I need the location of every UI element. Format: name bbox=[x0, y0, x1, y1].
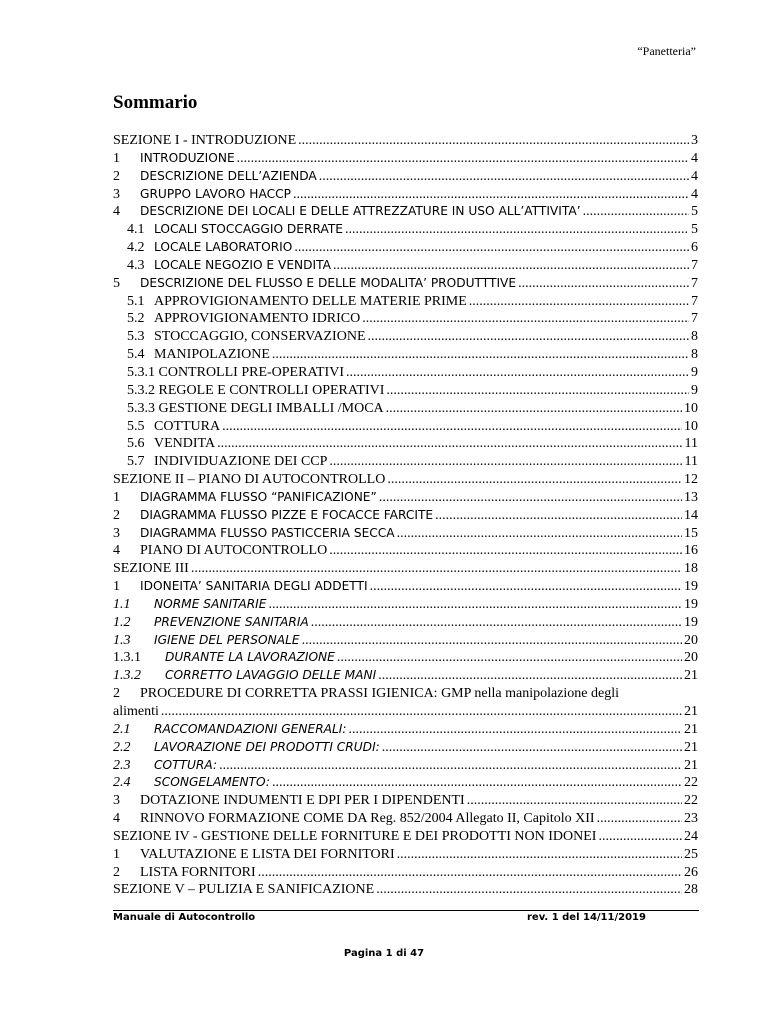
toc-entry-page: 8 bbox=[691, 329, 698, 345]
toc-entry[interactable] bbox=[113, 364, 698, 382]
toc-entry[interactable] bbox=[113, 810, 698, 828]
toc-entry[interactable] bbox=[113, 453, 698, 471]
toc-entry-page: 14 bbox=[684, 507, 698, 523]
toc-entry-page: 22 bbox=[684, 793, 698, 809]
toc-leader-dots bbox=[161, 703, 682, 721]
toc-entry-label: DIAGRAMMA FLUSSO “PANIFICAZIONE” bbox=[140, 489, 377, 504]
toc-leader-dots bbox=[272, 346, 689, 364]
toc-entry[interactable] bbox=[113, 328, 698, 346]
toc-leader-dots bbox=[329, 542, 682, 560]
toc-entry-number: 2 bbox=[113, 507, 120, 523]
toc-entry-label: DESCRIZIONE DELL’AZIENDA bbox=[140, 168, 317, 183]
toc-entry[interactable] bbox=[113, 846, 698, 864]
toc-entry-label: LOCALE LABORATORIO bbox=[154, 240, 293, 255]
toc-leader-dots bbox=[349, 721, 683, 739]
toc-entry-label: SEZIONE I - INTRODUZIONE bbox=[113, 133, 297, 148]
toc-entry-page: 7 bbox=[691, 257, 698, 273]
toc-entry-number: 2 bbox=[113, 168, 120, 184]
toc-entry-label: COTTURA: bbox=[154, 757, 218, 772]
toc-entry-number: 4 bbox=[113, 811, 120, 827]
toc-leader-dots bbox=[219, 757, 682, 775]
toc-entry-label: DIAGRAMMA FLUSSO PIZZE E FOCACCE FARCITE bbox=[140, 507, 434, 522]
toc-entry-number: 5.3 bbox=[127, 329, 145, 345]
toc-entry-label: PIANO DI AUTOCONTROLLO bbox=[140, 543, 328, 559]
toc-entry-number: 1 bbox=[113, 150, 120, 166]
toc-entry[interactable] bbox=[113, 649, 698, 667]
toc-entry-page: 24 bbox=[684, 828, 698, 844]
toc-entry[interactable] bbox=[113, 132, 698, 150]
toc-entry[interactable] bbox=[113, 150, 698, 168]
toc-leader-dots bbox=[397, 525, 682, 543]
toc-entry[interactable] bbox=[113, 542, 698, 560]
toc-entry[interactable] bbox=[113, 435, 698, 453]
toc-entry-page: 25 bbox=[684, 846, 698, 862]
toc-entry-number: 2.1 bbox=[113, 721, 131, 737]
toc-entry[interactable] bbox=[113, 757, 698, 775]
toc-entry-number: 1 bbox=[113, 489, 120, 505]
toc-entry-number: 5.4 bbox=[127, 347, 145, 363]
toc-entry[interactable] bbox=[113, 275, 698, 293]
toc-entry-page: 4 bbox=[691, 186, 698, 202]
document-name-header: “Panetteria” bbox=[637, 44, 696, 58]
toc-leader-dots bbox=[386, 382, 689, 400]
footer-manual-title: Manuale di Autocontrollo bbox=[113, 912, 256, 923]
toc-entry-number: 5.2 bbox=[127, 311, 145, 327]
toc-entry[interactable] bbox=[113, 471, 698, 489]
toc-entry-label: LOCALE NEGOZIO E VENDITA bbox=[154, 257, 331, 272]
toc-entry-label: APPROVIGIONAMENTO DELLE MATERIE PRIME bbox=[154, 293, 467, 309]
toc-entry[interactable] bbox=[113, 525, 698, 543]
toc-entry-number: 4 bbox=[113, 204, 120, 220]
toc-entry-number: 5.6 bbox=[127, 436, 145, 452]
toc-entry-label: STOCCAGGIO, CONSERVAZIONE bbox=[154, 329, 366, 345]
toc-entry-label: SEZIONE V – PULIZIA E SANIFICAZIONE bbox=[113, 882, 375, 898]
toc-entry-page: 20 bbox=[684, 632, 698, 648]
toc-entry-page: 3 bbox=[691, 133, 698, 148]
toc-entry[interactable] bbox=[113, 168, 698, 186]
table-of-contents bbox=[113, 132, 698, 899]
toc-leader-dots bbox=[293, 186, 689, 204]
toc-entry-number: 3 bbox=[113, 525, 120, 541]
toc-entry-page: 18 bbox=[684, 561, 698, 577]
toc-entry-page: 9 bbox=[691, 364, 698, 380]
toc-entry[interactable] bbox=[113, 596, 698, 614]
toc-leader-dots bbox=[435, 507, 682, 525]
toc-entry-label: IGIENE DEL PERSONALE bbox=[154, 632, 300, 647]
toc-entry[interactable] bbox=[113, 828, 698, 846]
toc-entry-page: 20 bbox=[684, 650, 698, 666]
toc-entry-page: 26 bbox=[684, 864, 698, 880]
toc-entry-page: 21 bbox=[684, 721, 698, 737]
toc-entry-label: IDONEITA’ SANITARIA DEGLI ADDETTI bbox=[140, 579, 368, 594]
toc-entry[interactable] bbox=[113, 257, 698, 275]
toc-entry[interactable] bbox=[113, 792, 698, 810]
toc-leader-dots bbox=[294, 239, 689, 257]
toc-leader-dots bbox=[362, 310, 689, 328]
toc-leader-dots bbox=[311, 614, 682, 632]
toc-leader-dots bbox=[518, 275, 689, 293]
toc-leader-dots bbox=[268, 596, 682, 614]
toc-entry-number: 1.1 bbox=[113, 596, 131, 612]
toc-entry-number: 5.1 bbox=[127, 293, 145, 309]
toc-entry-label: DOTAZIONE INDUMENTI E DPI PER I DIPENDENTI bbox=[140, 793, 465, 809]
toc-leader-dots bbox=[346, 364, 689, 382]
toc-entry-label: SEZIONE IV - GESTIONE DELLE FORNITURE E DEI PRODOTTI NON IDONEI bbox=[113, 828, 597, 844]
toc-entry[interactable] bbox=[113, 239, 698, 257]
toc-entry-label: PREVENZIONE SANITARIA bbox=[154, 614, 309, 629]
toc-entry-number: 4.3 bbox=[127, 257, 145, 273]
toc-entry-number: 1 bbox=[113, 846, 120, 862]
toc-leader-dots bbox=[382, 739, 682, 757]
toc-entry-page: 10 bbox=[684, 418, 698, 434]
toc-entry-page: 4 bbox=[691, 168, 698, 184]
toc-entry[interactable] bbox=[113, 186, 698, 204]
toc-entry-page: 7 bbox=[691, 293, 698, 309]
toc-entry[interactable] bbox=[113, 293, 698, 311]
toc-leader-dots bbox=[583, 203, 689, 221]
toc-entry-number: 4.2 bbox=[127, 240, 145, 256]
toc-entry-page: 5 bbox=[691, 222, 698, 238]
toc-leader-dots bbox=[298, 132, 689, 150]
toc-entry-label: SEZIONE III bbox=[113, 561, 189, 577]
toc-entry[interactable] bbox=[113, 382, 698, 400]
toc-entry-label: MANIPOLAZIONE bbox=[154, 347, 270, 363]
toc-entry-page: 22 bbox=[684, 775, 698, 791]
toc-leader-dots bbox=[376, 881, 682, 899]
toc-entry-page: 23 bbox=[684, 811, 698, 827]
toc-entry[interactable] bbox=[113, 400, 698, 418]
toc-entry-number: 4 bbox=[113, 543, 120, 559]
toc-entry-page: 12 bbox=[684, 472, 698, 488]
toc-entry-page: 21 bbox=[684, 704, 698, 719]
toc-entry-page: 21 bbox=[684, 757, 698, 773]
page-title: Sommario bbox=[113, 92, 198, 113]
toc-leader-dots bbox=[469, 293, 689, 311]
toc-entry-page: 11 bbox=[684, 454, 698, 470]
toc-entry[interactable] bbox=[113, 203, 698, 221]
toc-entry-label: SEZIONE II – PIANO DI AUTOCONTROLLO bbox=[113, 472, 386, 488]
toc-entry-label: RACCOMANDAZIONI GENERALI: bbox=[154, 721, 347, 736]
toc-entry-label: SCONGELAMENTO: bbox=[154, 775, 270, 790]
toc-entry-page: 6 bbox=[691, 240, 698, 256]
toc-entry-page: 15 bbox=[684, 525, 698, 541]
toc-leader-dots bbox=[386, 400, 682, 418]
toc-entry-page: 21 bbox=[684, 668, 698, 684]
toc-entry-label: GRUPPO LAVORO HACCP bbox=[140, 186, 291, 201]
toc-leader-dots bbox=[337, 649, 682, 667]
toc-leader-dots bbox=[597, 810, 682, 828]
toc-entry-page: 8 bbox=[691, 347, 698, 363]
toc-entry[interactable] bbox=[113, 632, 698, 650]
toc-entry-page: 4 bbox=[691, 150, 698, 166]
toc-leader-dots bbox=[379, 489, 682, 507]
toc-leader-dots bbox=[387, 471, 682, 489]
toc-entry[interactable] bbox=[113, 578, 698, 596]
toc-leader-dots bbox=[598, 828, 682, 846]
toc-entry-label: VENDITA bbox=[154, 436, 216, 452]
toc-entry-page: 13 bbox=[684, 489, 698, 505]
toc-entry-label: DESCRIZIONE DEL FLUSSO E DELLE MODALITA’ PRODUTTTIVE bbox=[140, 275, 517, 290]
toc-entry-number: 5 bbox=[113, 275, 120, 291]
toc-entry-label: 5.3.2 REGOLE E CONTROLLI OPERATIVI bbox=[127, 382, 385, 398]
toc-entry-number: 2 bbox=[113, 864, 120, 880]
toc-entry-number: 2.3 bbox=[113, 757, 131, 773]
toc-entry-label: APPROVIGIONAMENTO IDRICO bbox=[154, 311, 361, 327]
toc-entry-label: COTTURA bbox=[154, 418, 221, 434]
toc-entry-number: 4.1 bbox=[127, 222, 145, 238]
toc-entry-label: 5.3.1 CONTROLLI PRE-OPERATIVI bbox=[127, 364, 344, 380]
toc-entry-page: 5 bbox=[691, 204, 698, 220]
toc-entry-page: 7 bbox=[691, 311, 698, 327]
toc-entry-label: PROCEDURE DI CORRETTA PRASSI IGIENICA: GMP nella manipolazione degli bbox=[140, 686, 620, 702]
toc-leader-dots bbox=[319, 168, 689, 186]
toc-leader-dots bbox=[333, 257, 689, 275]
toc-entry-number: 3 bbox=[113, 793, 120, 809]
toc-entry-label-continued: alimenti bbox=[113, 704, 159, 719]
toc-entry[interactable] bbox=[113, 774, 698, 792]
toc-leader-dots bbox=[258, 864, 682, 882]
toc-entry[interactable] bbox=[113, 881, 698, 899]
footer-revision: rev. 1 del 14/11/2019 bbox=[527, 912, 646, 923]
toc-leader-dots bbox=[237, 150, 689, 168]
toc-leader-dots bbox=[329, 453, 682, 471]
toc-entry-number: 5.5 bbox=[127, 418, 145, 434]
footer-divider bbox=[113, 910, 699, 911]
toc-entry-number: 2.2 bbox=[113, 739, 131, 755]
toc-entry-label: LISTA FORNITORI bbox=[140, 864, 256, 880]
toc-entry-label: 5.3.3 GESTIONE DEGLI IMBALLI /MOCA bbox=[127, 400, 384, 416]
page-number: Pagina 1 di 47 bbox=[343, 948, 425, 959]
toc-leader-dots bbox=[191, 560, 682, 578]
toc-entry-label: RINNOVO FORMAZIONE COME DA Reg. 852/2004 Allegato II, Capitolo XII bbox=[140, 811, 595, 827]
toc-entry-number: 2 bbox=[113, 686, 120, 702]
toc-entry-label: CORRETTO LAVAGGIO DELLE MANI bbox=[165, 668, 377, 683]
toc-entry-page: 19 bbox=[684, 579, 698, 595]
toc-entry-page: 21 bbox=[684, 739, 698, 755]
toc-entry[interactable] bbox=[113, 418, 698, 436]
toc-entry-label: DIAGRAMMA FLUSSO PASTICCERIA SECCA bbox=[140, 525, 395, 540]
toc-entry-page: 11 bbox=[684, 436, 698, 452]
toc-entry-label: DESCRIZIONE DEI LOCALI E DELLE ATTREZZATURE IN USO ALL’ATTIVITA’ bbox=[140, 204, 581, 219]
toc-entry-label: INDIVIDUAZIONE DEI CCP bbox=[154, 454, 328, 470]
toc-entry[interactable] bbox=[113, 489, 698, 507]
toc-entry[interactable] bbox=[113, 721, 698, 739]
toc-entry-number: 1.3.2 bbox=[113, 668, 141, 684]
toc-entry-page: 19 bbox=[684, 614, 698, 630]
toc-entry[interactable] bbox=[113, 560, 698, 578]
toc-entry-number: 5.7 bbox=[127, 454, 145, 470]
toc-entry-number: 1 bbox=[113, 579, 120, 595]
toc-entry-label: NORME SANITARIE bbox=[154, 596, 267, 611]
toc-entry-number: 2.4 bbox=[113, 775, 131, 791]
toc-leader-dots bbox=[217, 435, 682, 453]
toc-entry-number: 1.3.1 bbox=[113, 650, 141, 666]
toc-leader-dots bbox=[272, 774, 682, 792]
toc-entry[interactable] bbox=[113, 507, 698, 525]
toc-entry-label: INTRODUZIONE bbox=[140, 150, 235, 165]
toc-leader-dots bbox=[397, 846, 682, 864]
toc-entry-page: 9 bbox=[691, 382, 698, 398]
toc-leader-dots bbox=[302, 632, 682, 650]
toc-leader-dots bbox=[345, 221, 689, 239]
toc-entry-number: 1.3 bbox=[113, 632, 131, 648]
toc-entry-number: 3 bbox=[113, 186, 120, 202]
toc-entry-label: LAVORAZIONE DEI PRODOTTI CRUDI: bbox=[154, 739, 380, 754]
toc-entry[interactable] bbox=[113, 667, 698, 685]
toc-leader-dots bbox=[378, 667, 682, 685]
toc-leader-dots bbox=[222, 418, 682, 436]
toc-leader-dots bbox=[467, 792, 682, 810]
toc-entry-page: 7 bbox=[691, 275, 698, 291]
toc-entry[interactable] bbox=[113, 739, 698, 757]
toc-entry-label: DURANTE LA LAVORAZIONE bbox=[165, 650, 335, 665]
toc-entry[interactable] bbox=[113, 614, 698, 632]
toc-entry[interactable] bbox=[113, 221, 698, 239]
toc-entry[interactable] bbox=[113, 685, 698, 721]
toc-entry-page: 28 bbox=[684, 882, 698, 898]
toc-entry-label: LOCALI STOCCAGGIO DERRATE bbox=[154, 222, 343, 237]
toc-entry[interactable] bbox=[113, 310, 698, 328]
toc-entry[interactable] bbox=[113, 346, 698, 364]
toc-leader-dots bbox=[370, 578, 682, 596]
toc-entry-page: 16 bbox=[684, 543, 698, 559]
toc-leader-dots bbox=[368, 328, 690, 346]
toc-entry-label: VALUTAZIONE E LISTA DEI FORNITORI bbox=[140, 846, 395, 862]
toc-entry[interactable] bbox=[113, 864, 698, 882]
toc-entry-page: 10 bbox=[684, 400, 698, 416]
toc-entry-page: 19 bbox=[684, 596, 698, 612]
toc-entry-number: 1.2 bbox=[113, 614, 131, 630]
